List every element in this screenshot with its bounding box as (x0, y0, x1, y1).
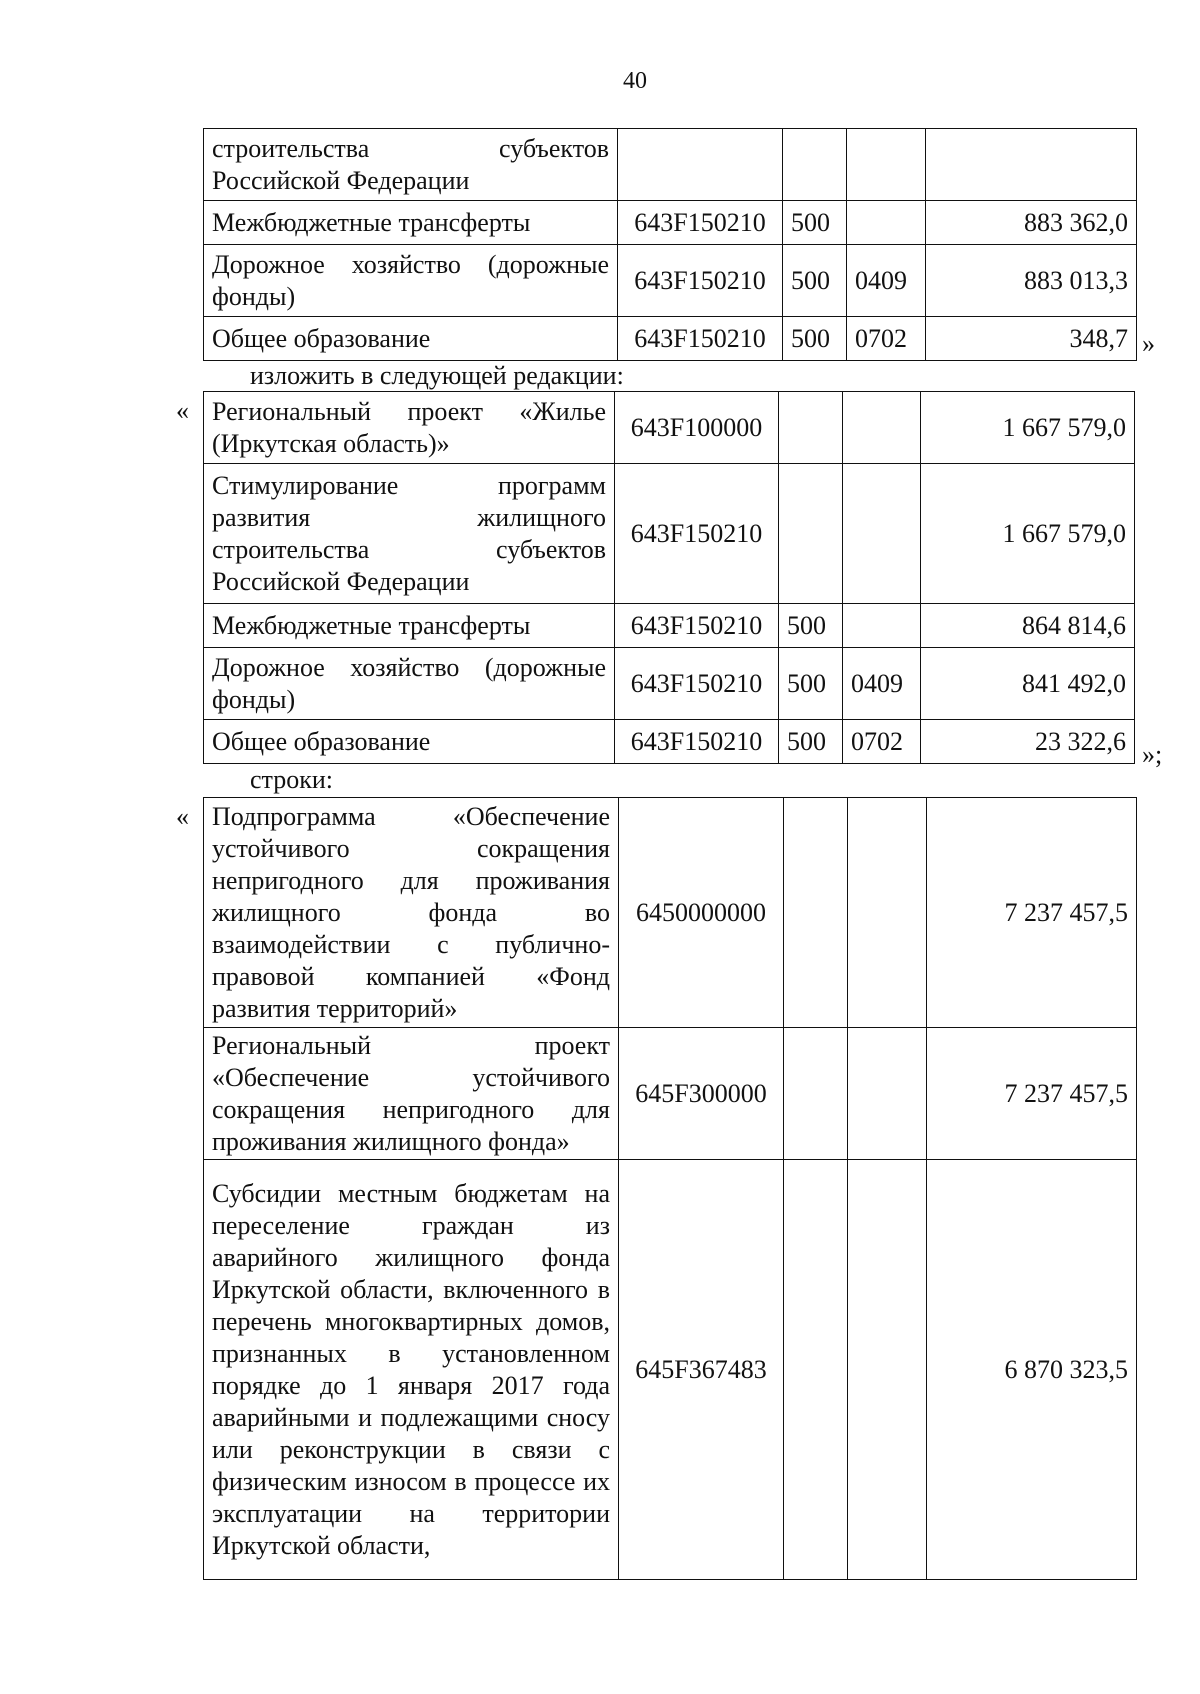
row-amount: 1 667 579,0 (921, 392, 1135, 464)
row-name: Общее образование (204, 317, 618, 361)
row-vr (784, 1028, 848, 1160)
opening-quote-2: « (176, 396, 189, 425)
row-code: 643F150210 (618, 201, 783, 245)
row-amount: 883 013,3 (926, 245, 1137, 317)
row-vr: 500 (783, 317, 847, 361)
row-code (618, 129, 783, 201)
row-vr (783, 129, 847, 201)
row-section (848, 798, 927, 1028)
opening-quote-3: « (176, 802, 189, 831)
row-vr: 500 (779, 648, 843, 720)
row-vr: 500 (783, 245, 847, 317)
row-section (848, 1028, 927, 1160)
row-amount: 7 237 457,5 (927, 1028, 1137, 1160)
row-section (843, 464, 921, 604)
table-row (204, 129, 1137, 201)
table-row (204, 201, 1137, 245)
table-row (204, 798, 1137, 1028)
row-section: 0409 (843, 648, 921, 720)
row-code: 645F367483 (619, 1160, 784, 1580)
row-vr (779, 392, 843, 464)
row-amount (926, 129, 1137, 201)
row-code: 643F150210 (615, 720, 779, 764)
table-row (204, 604, 1135, 648)
row-amount: 7 237 457,5 (927, 798, 1137, 1028)
row-name: Межбюджетные трансферты (204, 604, 615, 648)
row-name: Субсидии местным бюджетам на переселение граждан из аварийного жилищного фонда Иркутской области, включенного в перечень многоквартирных домов, признанных в установленном порядке до 1 января 2017 года аварийными и подлежащими сносу или реконструкции в связи с физическим износом в процессе их эксплуатации на территории Иркутской области, (204, 1160, 619, 1580)
row-section (848, 1160, 927, 1580)
row-vr (784, 1160, 848, 1580)
row-name: Межбюджетные трансферты (204, 201, 618, 245)
row-amount: 1 667 579,0 (921, 464, 1135, 604)
budget-table-1 (203, 128, 1137, 361)
row-name: Подпрограмма «Обеспечение устойчивого сокращения непригодного для проживания жилищного фонда во взаимодействии с публично-правовой компанией «Фонд развития территорий» (204, 798, 619, 1028)
table-block-2 (203, 391, 1135, 764)
row-code: 643F150210 (615, 604, 779, 648)
row-code: 643F150210 (615, 648, 779, 720)
row-amount: 864 814,6 (921, 604, 1135, 648)
row-section: 0702 (843, 720, 921, 764)
table-row (204, 1160, 1137, 1580)
row-code: 643F150210 (615, 464, 779, 604)
table-row (204, 1028, 1137, 1160)
row-amount: 841 492,0 (921, 648, 1135, 720)
page-number: 40 (623, 68, 647, 94)
budget-table-2 (203, 391, 1135, 764)
row-name: Общее образование (204, 720, 615, 764)
table-block-3 (203, 797, 1137, 1580)
row-section (843, 392, 921, 464)
budget-table-3 (203, 797, 1137, 1580)
row-code: 645F300000 (619, 1028, 784, 1160)
row-code: 6450000000 (619, 798, 784, 1028)
row-code: 643F150210 (618, 317, 783, 361)
row-section: 0409 (847, 245, 926, 317)
row-code: 643F100000 (615, 392, 779, 464)
row-name: Дорожное хозяйство (дорожные фонды) (204, 648, 615, 720)
row-vr: 500 (779, 720, 843, 764)
row-name: Региональный проект «Обеспечение устойчивого сокращения непригодного для проживания жилищного фонда» (204, 1028, 619, 1160)
row-vr (784, 798, 848, 1028)
instruction-text-1: изложить в следующей редакции: (250, 361, 624, 390)
table-row (204, 245, 1137, 317)
row-vr: 500 (783, 201, 847, 245)
row-name: Региональный проект «Жилье (Иркутская область)» (204, 392, 615, 464)
row-section (843, 604, 921, 648)
row-name: Дорожное хозяйство (дорожные фонды) (204, 245, 618, 317)
table-row (204, 648, 1135, 720)
row-section: 0702 (847, 317, 926, 361)
closing-quote-1: » (1142, 329, 1155, 358)
row-vr: 500 (779, 604, 843, 648)
table-row (204, 317, 1137, 361)
row-amount: 6 870 323,5 (927, 1160, 1137, 1580)
row-vr (779, 464, 843, 604)
table-block-1 (203, 128, 1137, 361)
table-row (204, 464, 1135, 604)
row-name: Стимулирование программ развития жилищного строительства субъектов Российской Федерации (204, 464, 615, 604)
row-amount: 883 362,0 (926, 201, 1137, 245)
row-section (847, 129, 926, 201)
row-section (847, 201, 926, 245)
row-code: 643F150210 (618, 245, 783, 317)
row-name: строительства субъектов Российской Федерации (204, 129, 618, 201)
closing-quote-2: »; (1142, 740, 1163, 769)
table-row (204, 392, 1135, 464)
row-amount: 348,7 (926, 317, 1137, 361)
instruction-text-2: строки: (250, 765, 333, 794)
table-row (204, 720, 1135, 764)
row-amount: 23 322,6 (921, 720, 1135, 764)
